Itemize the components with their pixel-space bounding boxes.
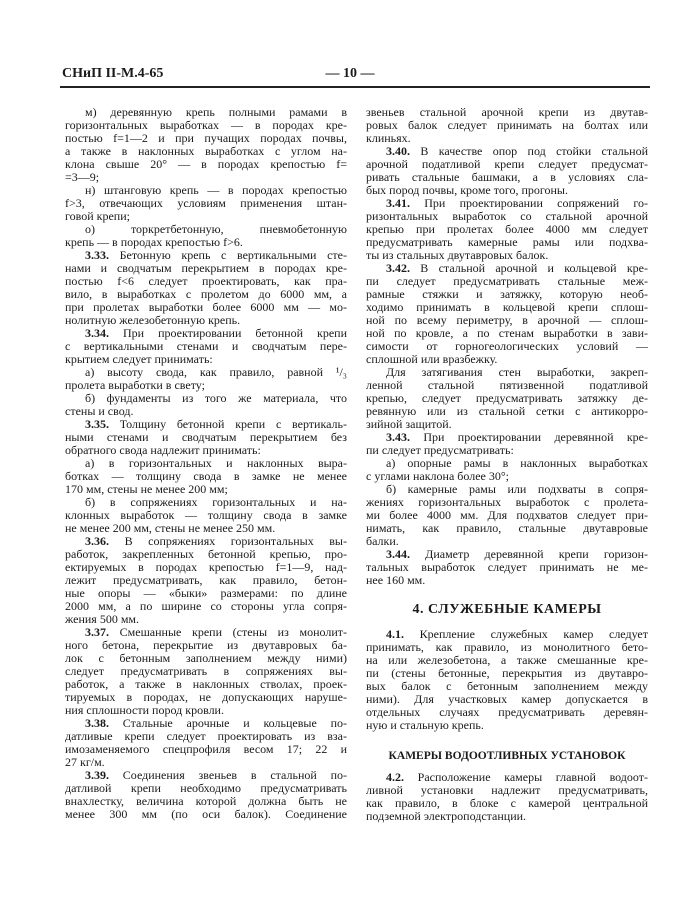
line-text: При проектировании деревянной кре- — [410, 430, 648, 444]
line-text: б) фундаменты из того же материала, что — [85, 391, 347, 405]
header-rule — [60, 86, 650, 88]
clause-3-40 — [366, 145, 648, 197]
text-line — [65, 158, 347, 171]
clause-number: 3.41. — [386, 196, 410, 210]
line-text: крытием следует принимать: — [65, 352, 213, 366]
line-text: с углами наклона более 30°; — [366, 469, 510, 483]
line-text: при пролетах выработки более 6000 мм — мо- — [65, 300, 347, 314]
line-text: В стальной арочной и кольцевой кре- — [410, 261, 648, 275]
text-line — [366, 810, 648, 823]
clause-3-35 — [65, 418, 347, 457]
line-text: пролета выработки в свету; — [65, 378, 205, 392]
line-text: ными стенами и сводчатым перекрытием без — [65, 430, 347, 444]
clause-number: 3.35. — [85, 417, 109, 431]
line-text: говой крепи; — [65, 209, 130, 223]
line-text: подземной электроподстанции. — [366, 809, 527, 823]
line-text: ной по всему периметру, в арочной — сплош- — [366, 313, 648, 327]
paragraph — [65, 366, 347, 392]
line-text: При проектировании бетонной крепи — [109, 326, 347, 340]
line-text: отдельных случаях предусматривать деревян- — [366, 705, 648, 719]
line-text: принимать, как правило, из монолитного бето- — [366, 640, 648, 654]
line-text: как правило, в блоке с камерой центральной — [366, 796, 648, 810]
line-text: крепью при пролетах более 4000 мм следует — [366, 222, 648, 236]
clause-3-37 — [65, 626, 347, 717]
clause-number: 3.39. — [85, 768, 109, 782]
line-text: б) в сопряжениях горизонтальных и на- — [85, 495, 347, 509]
line-text: работок, а также в наклонных стволах, проек- — [65, 677, 347, 691]
line-text: 2000 мм, а по ширине со стороны угла сопря- — [65, 599, 347, 613]
text-line — [65, 743, 347, 756]
line-text: балки. — [366, 534, 399, 548]
line-text: нее 160 мм. — [366, 573, 426, 587]
text-line — [65, 808, 347, 821]
line-text: лок с бетонным заполнением между ними) — [65, 651, 347, 665]
line-text: Соединения звеньев в стальной по- — [109, 768, 347, 782]
line-text: =3—9; — [65, 170, 100, 184]
line-text: ную и стальную крепь. — [366, 718, 484, 732]
line-text: датливой крепи необходимо предусматривать — [65, 781, 347, 795]
line-text: сплошной или вразбежку. — [366, 352, 498, 366]
line-text: арочной податливой крепи следует предусмат- — [366, 157, 648, 171]
line-text: клонных выработок — толщину свода в замке — [65, 508, 347, 522]
line-text: нимать, как правило, стальные двутавровые — [366, 521, 648, 535]
line-text: о) торкретбетонную, пневмобетонную — [85, 222, 347, 236]
line-text: ния сплошности пород кровли. — [65, 703, 224, 717]
clause-number: 3.37. — [85, 625, 109, 639]
clause-3-39 — [65, 769, 347, 821]
subsection-heading: КАМЕРЫ ВОДООТЛИВНЫХ УСТАНОВОК — [388, 750, 626, 762]
clause-3-43 — [366, 431, 648, 457]
line-text: ризонтальных выработок со стальной арочной — [366, 209, 648, 223]
paragraph — [65, 106, 347, 184]
line-text: симости от горногеологических условий — — [366, 339, 648, 353]
clause-number: 3.44. — [386, 547, 410, 561]
clause-4-2 — [366, 771, 648, 823]
line-text: 170 мм, стены не менее 200 мм; — [65, 482, 228, 496]
left-column — [65, 106, 347, 821]
line-text: ектируемых в породах крепостью f=1—9, над- — [65, 560, 347, 574]
line-text: н) штанговую крепь — в породах крепостью — [85, 183, 347, 197]
line-text: жениях горизонтальных выработок с пролета- — [366, 495, 648, 509]
line-text: с вертикальными стенами и сводчатым пере- — [65, 339, 347, 353]
line-text: обратного свода надлежит принимать: — [65, 443, 261, 457]
line-text: внахлестку, величина которой должна быть не — [65, 794, 347, 808]
paragraph — [65, 457, 347, 496]
line-text: Толщину бетонной крепи с вертикаль- — [109, 417, 347, 431]
line-text: а) опорные рамы в наклонных выработках — [386, 456, 648, 470]
line-text: а) в горизонтальных и наклонных выра- — [85, 456, 347, 470]
line-text: В сопряжениях горизонтальных вы- — [109, 534, 347, 548]
clause-3-38 — [65, 717, 347, 769]
line-text: крепь — в породах крепостью f>6. — [65, 235, 243, 249]
line-text: ними). Для участковых камер допускается в — [366, 692, 648, 706]
line-text: лежит предусматривать, как правило, бетон- — [65, 573, 347, 587]
line-text: крепью, следует предусматривать затяжку де- — [366, 391, 648, 405]
line-text: датливые крепи следует проектировать из вза- — [65, 729, 347, 743]
line-text: ной по кровле, а по стенам выработки в зави- — [366, 326, 648, 340]
line-text: Для затягивания стен выработки, закреп- — [386, 365, 648, 379]
line-text: клиньях. — [366, 131, 411, 145]
line-text: Бетонную крепь с вертикальными сте- — [109, 248, 347, 262]
line-text: ровых балок следует принимать на болтах или — [366, 118, 648, 132]
line-text: ного бетона, перекрытие из двутавровых ба- — [65, 638, 347, 652]
clause-3-34 — [65, 327, 347, 366]
section-heading: 4. СЛУЖЕБНЫЕ КАМЕРЫ — [412, 602, 602, 617]
line-text: ми более 4000 мм. Для подхватов следует при- — [366, 508, 648, 522]
line-text: а) высоту свода, как правило, равной ¹/₃ — [85, 365, 347, 379]
line-text: ленной стальной пятизвенной податливой — [366, 378, 648, 392]
text-line — [366, 522, 648, 535]
clause-3-41 — [366, 197, 648, 262]
clause-number: 3.38. — [85, 716, 109, 730]
line-text: зийной защитой. — [366, 417, 452, 431]
line-text: пи (стены бетонные, перекрытия из двутавро- — [366, 666, 648, 680]
line-text: 27 кг/м. — [65, 755, 105, 769]
clause-number: 3.36. — [85, 534, 109, 548]
clause-number: 3.33. — [85, 248, 109, 262]
clause-number: 3.43. — [386, 430, 410, 444]
line-text: вых балок с бетонным заполнением между — [366, 679, 648, 693]
line-text: тируемых в породах, не допускающих наруше- — [65, 690, 347, 704]
clause-number: 3.40. — [386, 144, 410, 158]
line-text: пи следует предусматривать стальные меж- — [366, 274, 648, 288]
paragraph — [65, 223, 347, 249]
line-text: Диаметр деревянной крепи горизон- — [410, 547, 648, 561]
clause-number: 4.1. — [386, 627, 404, 641]
line-text: Смешанные крепи (стены из монолит- — [109, 625, 347, 639]
line-text: горизонтальных выработках — в породах кре- — [65, 118, 347, 132]
line-text: стены и свод. — [65, 404, 134, 418]
line-text: тальных выработок следует принимать не ме- — [366, 560, 648, 574]
line-text: б) камерные рамы или подхваты в сопря- — [386, 482, 648, 496]
line-text: рамные стяжки и затяжку, которую необ- — [366, 287, 648, 301]
text-line — [366, 574, 648, 587]
line-text: Крепление служебных камер следует — [404, 627, 648, 641]
line-text: ливной установки надлежит предусматривать, — [366, 783, 648, 797]
clause-number: 3.34. — [85, 326, 109, 340]
line-text: имозаменяемого спецпрофиля весом 17; 22 и — [65, 742, 347, 756]
line-text: постью f=1—2 и при пучащих породах почвы, — [65, 131, 347, 145]
subsection-paragraphs — [366, 771, 648, 823]
line-text: не менее 200 мм, стены не менее 250 мм. — [65, 521, 276, 535]
page-number: — 10 — — [325, 66, 375, 81]
line-text: нолитную железобетонную крепь. — [65, 313, 241, 327]
paragraph — [366, 457, 648, 483]
paragraph — [366, 366, 648, 431]
clause-3-42 — [366, 262, 648, 366]
line-text: В качестве опор под стойки стальной — [410, 144, 648, 158]
line-text: ривать стальные башмаки, а в условиях сла- — [366, 170, 648, 184]
line-text: м) деревянную крепь полными рамами в — [85, 105, 347, 119]
right-column-paragraphs — [366, 106, 648, 587]
line-text: пи следует предусматривать: — [366, 443, 514, 457]
line-text: ты из стальных двутавровых балок. — [366, 248, 549, 262]
right-column — [366, 106, 648, 823]
line-text: жения 500 мм. — [65, 612, 140, 626]
line-text: работок, закрепленных бетонной крепью, про- — [65, 547, 347, 561]
line-text: Стальные арочные и кольцевые по- — [109, 716, 347, 730]
line-text: а также в наклонных выработках с углом на- — [65, 144, 347, 158]
document-code: СНиП II-М.4-65 — [62, 66, 164, 81]
clause-3-36 — [65, 535, 347, 626]
clause-4-1 — [366, 628, 648, 732]
line-text: звеньев стальной арочной крепи из двутав- — [366, 105, 648, 119]
line-text: Расположение камеры главной водоот- — [404, 770, 648, 784]
line-text: постью f<6 следует проектировать, как пра- — [65, 274, 347, 288]
line-text: f>3, отвечающих условиям применения штан- — [65, 196, 347, 210]
line-text: вило, в выработках с пролетом до 6000 мм, а — [65, 287, 347, 301]
paragraph — [366, 106, 648, 145]
clause-3-44 — [366, 548, 648, 587]
line-text: менее 300 мм (по оси балок). Соединение — [65, 807, 347, 821]
paragraph — [65, 392, 347, 418]
line-text: нами и сводчатым перекрытием в породах кре- — [65, 261, 347, 275]
line-text: При проектировании сопряжений го- — [410, 196, 648, 210]
clause-number: 3.42. — [386, 261, 410, 275]
clause-3-33 — [65, 249, 347, 327]
section-paragraphs — [366, 628, 648, 732]
line-text: ботках — толщину свода в замке не менее — [65, 469, 347, 483]
line-text: бых пород почвы, кроме того, прогоны. — [366, 183, 568, 197]
line-text: на или железобетона, а также смешанные кре- — [366, 653, 648, 667]
line-text: предусматривать камерные рамы или подхва- — [366, 235, 648, 249]
clause-number: 4.2. — [386, 770, 404, 784]
paragraph — [65, 184, 347, 223]
text-line — [366, 719, 648, 732]
line-text: следует предусматривать в сопряжениях вы- — [65, 664, 347, 678]
line-text: ходимо принимать в кольцевой крепи сплош- — [366, 300, 648, 314]
line-text: ные опоры — «быки» размерами: по длине — [65, 586, 347, 600]
paragraph — [366, 483, 648, 548]
line-text: ревянную или из стальной сетки с антикорро- — [366, 404, 648, 418]
paragraph — [65, 496, 347, 535]
line-text: клона свыше 20° — в породах крепостью f= — [65, 157, 347, 171]
